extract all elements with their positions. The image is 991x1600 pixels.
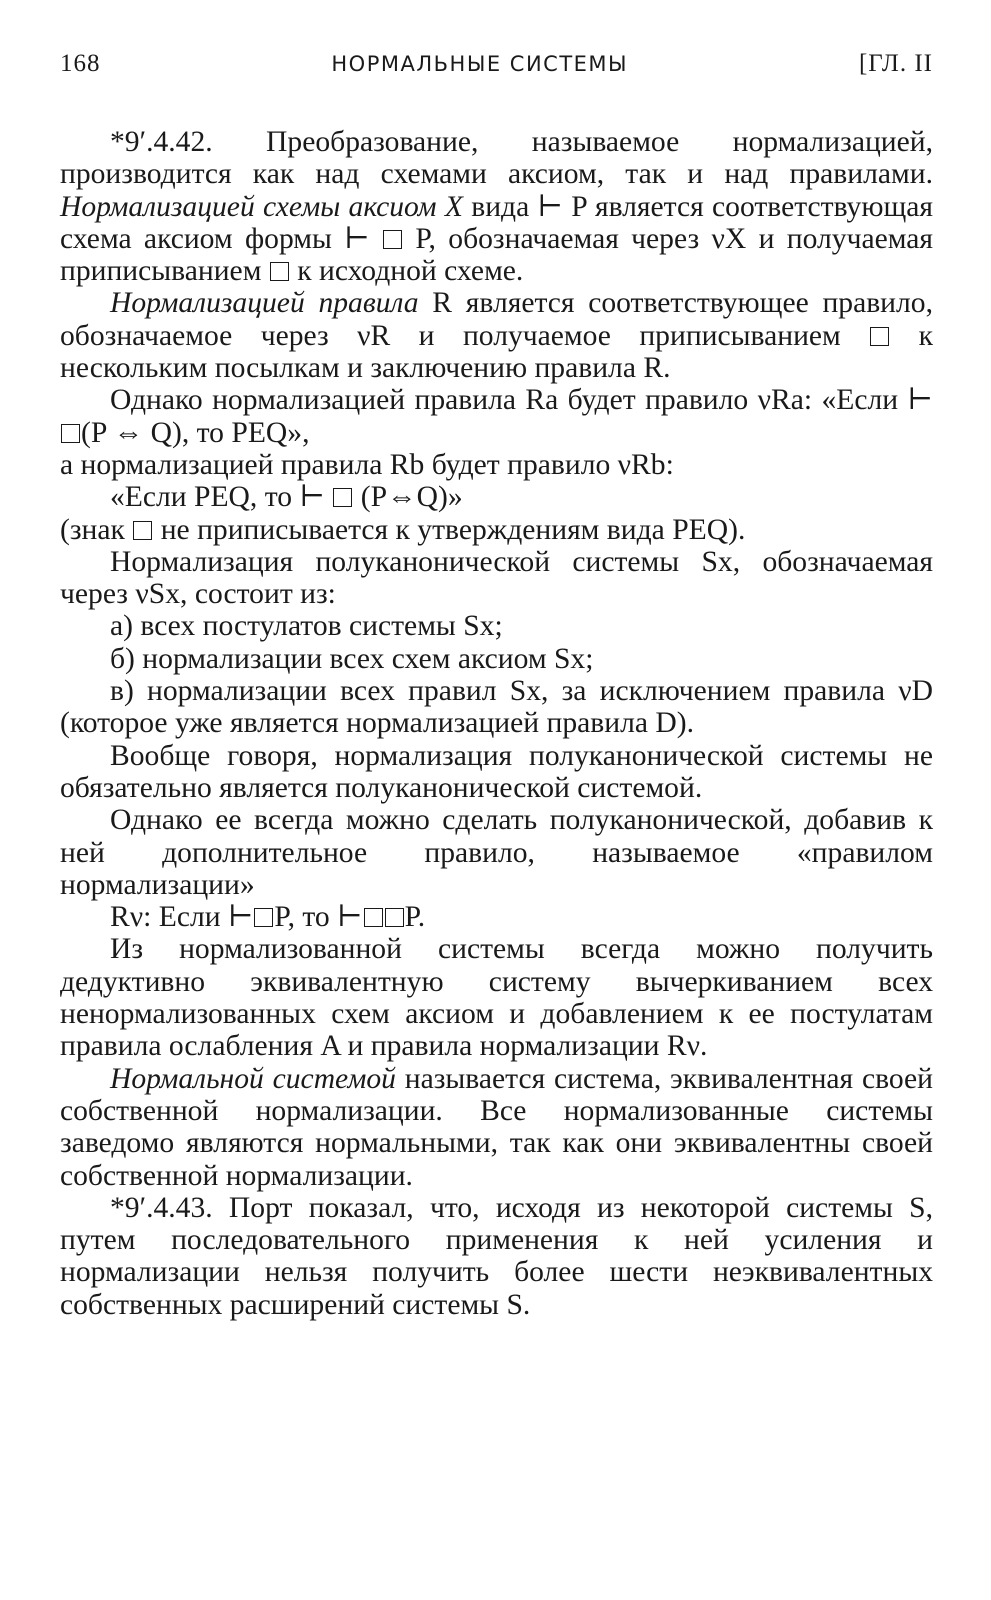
text-run: Rν: Если ⊢	[110, 901, 254, 934]
text-run: (P⇔Q)»	[353, 481, 463, 514]
text-run: (P ⇔ Q), то PEQ»,	[81, 416, 310, 449]
box-symbol	[333, 488, 352, 507]
box-symbol	[870, 327, 889, 346]
text-run: (знак	[60, 513, 133, 546]
text-run: Преобразование, называемое нормализацией, производится как над схемами аксиом, так и над правилами.	[60, 126, 933, 191]
text-run: называется система, эквивалентная своей собственной нормализации. Все нормализованные системы заведомо являются нормальными, так как они эквивалентны своей собственной нормализации.	[60, 1062, 933, 1192]
text-run: не приписывается к утверждениям вида PEQ).	[153, 513, 746, 546]
box-symbol	[133, 521, 152, 540]
section-number: *9′.4.42.	[110, 126, 213, 158]
example-formula-line	[60, 481, 933, 513]
page-number: 168	[60, 50, 101, 77]
paragraph-normal-system	[60, 1063, 933, 1192]
running-title: НОРМАЛЬНЫЕ СИСТЕМЫ	[331, 52, 629, 76]
paragraph-system-normalization: Нормализация полуканонической системы Sx, обозначаемая через νSx, состоит из:	[60, 545, 933, 611]
definition-term: Нормализацией правила	[110, 287, 419, 320]
list-item-b: б) нормализации всех схем аксиом Sx;	[110, 642, 594, 675]
text-run: вида ⊢ P является соответствующая схема аксиом формы ⊢	[60, 190, 933, 255]
text-run: R является соответствующее правило, обозначаемое через νR и получаемое приписыванием	[60, 287, 933, 352]
box-symbol	[364, 908, 383, 927]
text-run: P, то ⊢	[274, 901, 363, 934]
text-run: Порт показал, что, исходя из некоторой системы S, путем последовательного применения к ней усиления и нормализации нельзя получить более шести неэквивалентных собственных расширений системы S.	[60, 1191, 933, 1321]
list-item-c: в) нормализации всех правил Sx, за исключением правила νD (которое уже является нормализацией правила D).	[60, 675, 933, 740]
paragraph-examples	[60, 384, 933, 449]
section-number: *9′.4.43.	[110, 1191, 213, 1224]
text-run: P, обозначаемая через νX и получаемая приписыванием	[60, 222, 933, 288]
box-symbol	[385, 908, 404, 927]
section-9-4-43	[60, 1192, 933, 1321]
definition-term: Нормальной системой	[110, 1062, 396, 1095]
text-run: P.	[404, 901, 426, 934]
text-run: к исходной схеме.	[289, 255, 524, 288]
text-run: Однако нормализацией правила Ra будет правило νRa: «Если ⊢	[110, 384, 933, 417]
chapter-label: [ГЛ. II	[858, 50, 933, 77]
example-line-rb: а нормализацией правила Rb будет правило νRb:	[60, 448, 674, 481]
paragraph-equivalent-system: Из нормализованной системы всегда можно получить дедуктивно эквивалентную систему вычеркиванием всех ненормализованных схем аксиом и добавлением к ее постулатам правила ослабления A и правила нормализации Rν.	[60, 933, 933, 1063]
paragraph-general-remark: Вообще говоря, нормализация полуканонической системы не обязательно является полуканонической системой.	[60, 739, 933, 804]
section-9-4-42	[60, 126, 933, 287]
box-symbol	[61, 424, 80, 443]
page-body	[60, 126, 933, 1321]
running-header	[60, 0, 933, 90]
definition-term: Нормализацией схемы аксиом X	[60, 190, 463, 223]
text-run: «Если PEQ, то ⊢	[110, 481, 333, 514]
text-run: к нескольким посылкам и заключению правила R.	[60, 319, 934, 385]
rule-r-nu	[60, 901, 933, 933]
example-note-line	[60, 514, 933, 546]
list-item-a: а) всех постулатов системы Sx;	[110, 610, 503, 643]
paragraph-rule-normalization	[60, 287, 933, 384]
paragraph-normalization-rule: Однако ее всегда можно сделать полуканонической, добавив к ней дополнительное правило, называемое «правилом нормализации»	[60, 804, 933, 901]
box-symbol	[270, 262, 289, 281]
box-symbol	[254, 908, 273, 927]
box-symbol	[383, 230, 402, 249]
